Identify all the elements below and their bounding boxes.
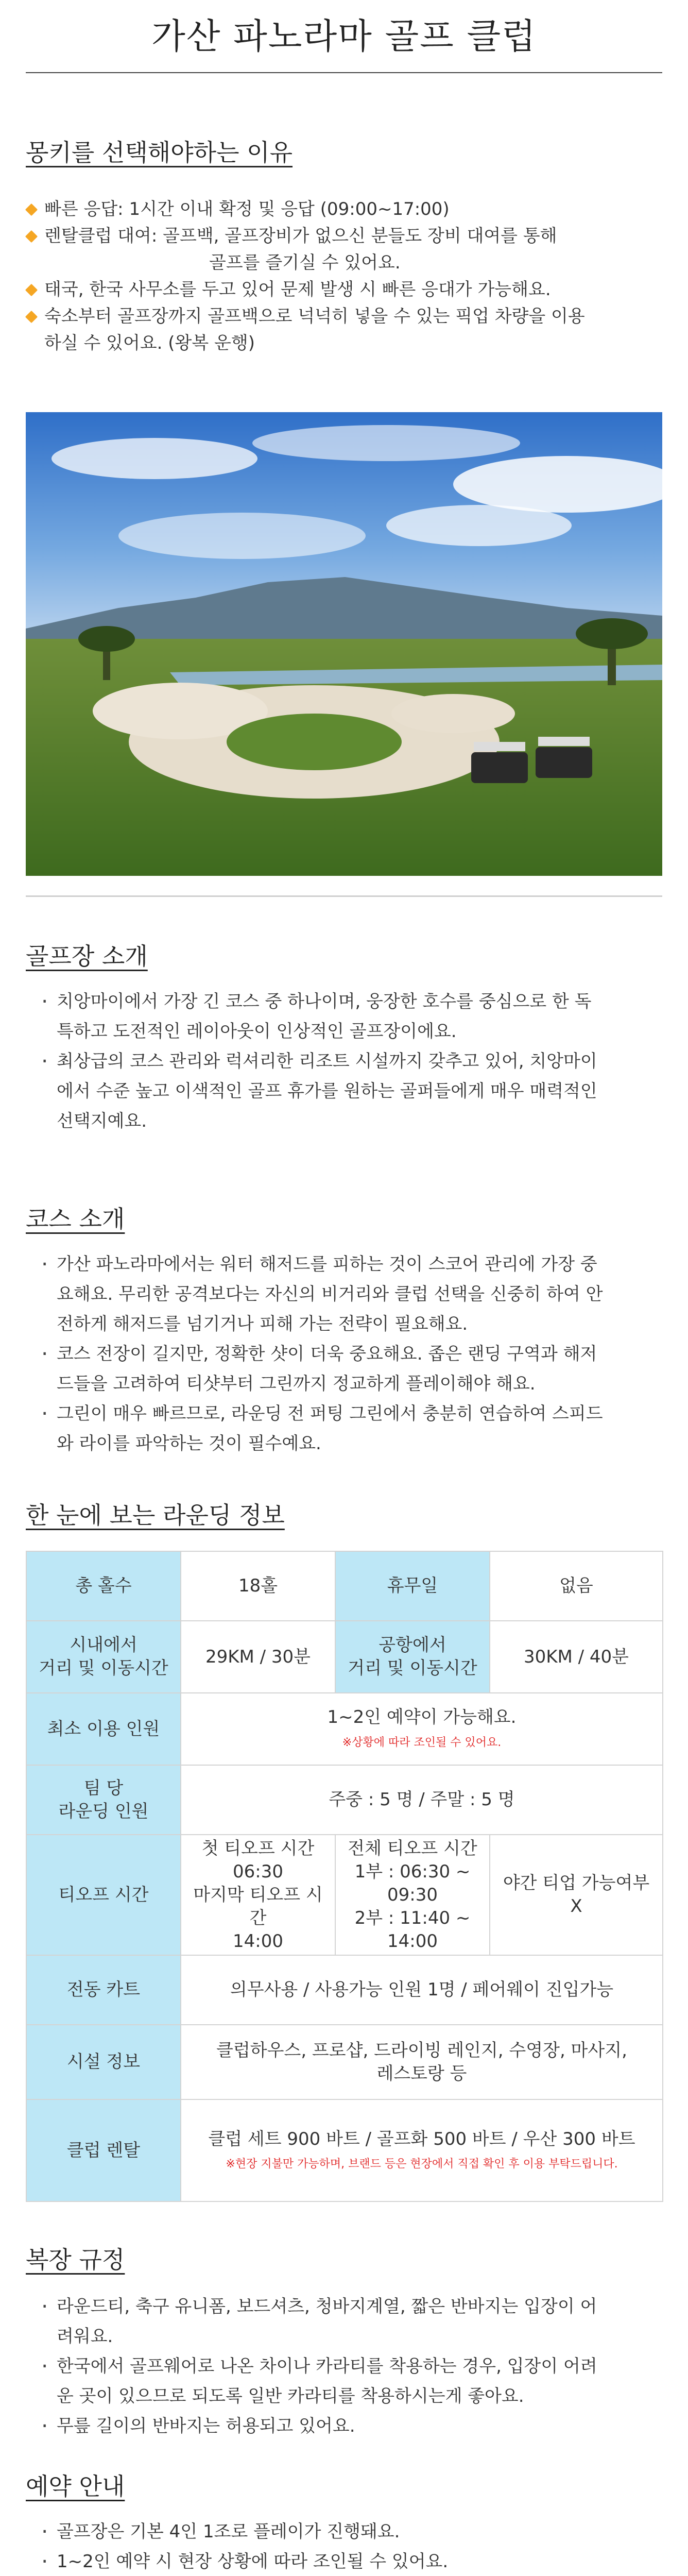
- table-row: [26, 1765, 663, 1835]
- list-item: · 코스 전장이 길지만, 정확한 샷이 더욱 중요해요. 좁은 랜딩 구역과 해저 드들을 고려하여 티샷부터 그린까지 정교하게 플레이해야 해요.: [41, 1339, 662, 1399]
- rounding-info-table: [26, 1551, 663, 2202]
- course-heading: 코스 소개: [26, 1205, 125, 1233]
- airport-distance-value: 30KM / 40분: [490, 1621, 663, 1693]
- total-holes-label: 총 홀수: [26, 1551, 181, 1621]
- title-divider: [26, 72, 662, 73]
- reason-item: 빠른 응답: 1시간 이내 확정 및 응답 (09:00~17:00): [26, 196, 662, 223]
- table-row: [26, 1835, 663, 1955]
- list-item: · 골프장은 기본 4인 1조로 플레이가 진행돼요.: [41, 2517, 662, 2547]
- total-holes-value: 18홀: [181, 1551, 335, 1621]
- table-row: [26, 1955, 663, 2025]
- table-row: [26, 1621, 663, 1693]
- list-item: · 그린이 매우 빠르므로, 라운딩 전 퍼팅 그린에서 충분히 연습하여 스피드 와 라이를 파악하는 것이 필수예요.: [41, 1399, 662, 1459]
- reason-item: 렌탈클럽 대여: 골프백, 골프장비가 없으신 분들도 장비 대여를 통해 골프를 즐기실 수 있어요.: [26, 223, 662, 276]
- list-item: · 최상급의 코스 관리와 럭셔리한 리조트 시설까지 갖추고 있어, 치앙마이 에서 수준 높고 이색적인 골프 휴가를 원하는 골퍼들에게 매우 매력적인 선택지예요.: [41, 1046, 662, 1136]
- page-title: 가산 파노라마 골프 클럽: [151, 16, 537, 57]
- section-divider: [26, 895, 662, 897]
- table-row: [26, 1693, 663, 1765]
- reasons-list: [26, 196, 662, 357]
- intro-list: [26, 987, 662, 1136]
- facilities-label: 시설 정보: [26, 2025, 181, 2099]
- airport-distance-label: 공항에서 거리 및 이동시간: [335, 1621, 490, 1693]
- list-item: · 1~2인 예약 시 현장 상황에 따라 조인될 수 있어요.: [41, 2547, 662, 2576]
- table-row: [26, 2099, 663, 2201]
- min-players-note: ※상황에 따라 조인될 수 있어요.: [342, 1736, 502, 1749]
- list-item: · 무릎 길이의 반바지는 허용되고 있어요.: [41, 2411, 662, 2441]
- dress-list: [26, 2292, 662, 2441]
- club-rental-value: 클럽 세트 900 바트 / 골프화 500 바트 / 우산 300 바트 ※현장 지불만 가능하며, 브랜드 등은 현장에서 직접 확인 후 이용 부탁드립니다.: [181, 2099, 663, 2201]
- intro-heading: 골프장 소개: [26, 942, 148, 970]
- table-row: [26, 2025, 663, 2099]
- city-distance-label: 시내에서 거리 및 이동시간: [26, 1621, 181, 1693]
- club-rental-label: 클럽 렌탈: [26, 2099, 181, 2201]
- cart-value: 의무사용 / 사용가능 인원 1명 / 페어웨이 진입가능: [181, 1955, 663, 2025]
- golf-course-photo: [26, 412, 662, 876]
- booking-list: [26, 2517, 662, 2576]
- closed-day-label: 휴무일: [335, 1551, 490, 1621]
- city-distance-value: 29KM / 30분: [181, 1621, 335, 1693]
- teeoff-time-label: 티오프 시간: [26, 1835, 181, 1955]
- diamond-bullet-icon: [25, 204, 38, 216]
- min-players-label: 최소 이용 인원: [26, 1693, 181, 1765]
- diamond-bullet-icon: [25, 311, 38, 323]
- cart-label: 전동 카트: [26, 1955, 181, 2025]
- all-teeoff-times: 전체 티오프 시간 1부 : 06:30 ~ 09:30 2부 : 11:40 ~ 14:00: [335, 1835, 490, 1955]
- diamond-bullet-icon: [25, 230, 38, 243]
- list-item: · 한국에서 골프웨어로 나온 차이나 카라티를 착용하는 경우, 입장이 어려 운 곳이 있으므로 되도록 일반 카라티를 착용하시는게 좋아요.: [41, 2351, 662, 2411]
- team-players-label: 팀 당 라운딩 인원: [26, 1765, 181, 1835]
- list-item: · 치앙마이에서 가장 긴 코스 중 하나이며, 웅장한 호수를 중심으로 한 독 특하고 도전적인 레이아웃이 인상적인 골프장이에요.: [41, 987, 662, 1046]
- team-players-value: 주중 : 5 명 / 주말 : 5 명: [181, 1765, 663, 1835]
- info-heading: 한 눈에 보는 라운딩 정보: [26, 1501, 285, 1529]
- dress-heading: 복장 규정: [26, 2246, 125, 2274]
- night-teeup: 야간 티업 가능여부 X: [490, 1835, 663, 1955]
- table-row: [26, 1551, 663, 1621]
- reasons-heading: 몽키를 선택해야하는 이유: [26, 139, 293, 166]
- club-rental-note: ※현장 지불만 가능하며, 브랜드 등은 현장에서 직접 확인 후 이용 부탁드립니다.: [226, 2158, 618, 2171]
- reason-item: 태국, 한국 사무소를 두고 있어 문제 발생 시 빠른 응대가 가능해요.: [26, 276, 662, 303]
- course-list: [26, 1249, 662, 1459]
- list-item: · 가산 파노라마에서는 워터 해저드를 피하는 것이 스코어 관리에 가장 중 요해요. 무리한 공격보다는 자신의 비거리와 클럽 선택을 신중히 하여 안 전하게 해저드를 넘기거나 피해 가는 전략이 필요해요.: [41, 1249, 662, 1339]
- reason-item: 숙소부터 골프장까지 골프백으로 넉넉히 넣을 수 있는 픽업 차량을 이용 하실 수 있어요. (왕복 운행): [26, 303, 662, 357]
- first-last-teeoff: 첫 티오프 시간 06:30 마지막 티오프 시간 14:00: [181, 1835, 335, 1955]
- list-item: · 라운드티, 축구 유니폼, 보드셔츠, 청바지계열, 짧은 반바지는 입장이 어 려워요.: [41, 2292, 662, 2351]
- booking-heading: 예약 안내: [26, 2472, 125, 2500]
- closed-day-value: 없음: [490, 1551, 663, 1621]
- facilities-value: 클럽하우스, 프로샵, 드라이빙 레인지, 수영장, 마사지, 레스토랑 등: [181, 2025, 663, 2099]
- min-players-value: 1~2인 예약이 가능해요. ※상황에 따라 조인될 수 있어요.: [181, 1693, 663, 1765]
- diamond-bullet-icon: [25, 284, 38, 296]
